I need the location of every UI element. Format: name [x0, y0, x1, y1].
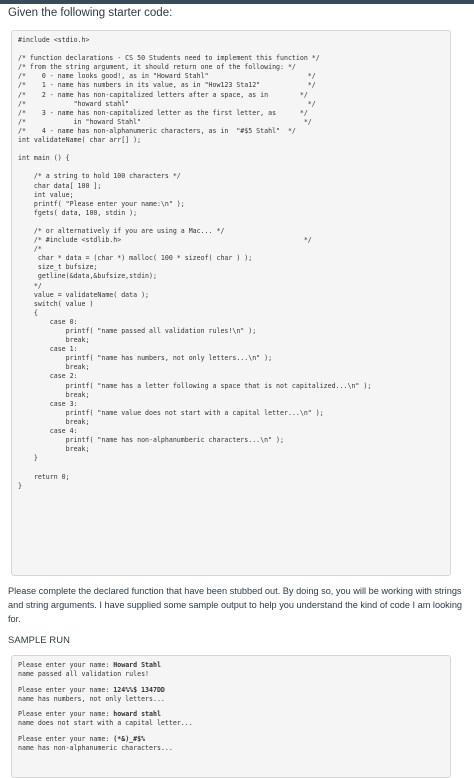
sample-run-prompt-line — [18, 686, 444, 695]
sample-output: name has numbers, not only letters... — [18, 694, 165, 703]
sample-output: name passed all validation rules! — [18, 670, 150, 679]
sample-run-prompt-line — [18, 735, 444, 744]
sample-input: Howard Stahl — [113, 661, 161, 669]
sample-output: name has non-alphanumeric characters... — [18, 744, 173, 753]
sample-prompt: Please enter your name: — [18, 661, 114, 669]
starter-code-text: #include <stdio.h> /* function declarations - CS 50 Students need to implement this function */ /* from the string argument, it should return one of the following: */ /* 0 - name looks good!, as in "Howard Stahl" */ /* 1 - name has numbers in its value, as in "How123 Sta12" */ /* 2 - name has non-capitalized letters after a space, as in */ /* "howard stahl" */ /* 3 - name has non-capitalized letter as the first letter, as */ /* in "howard Stahl" */ /* 4 - name has non-alphanumeric characters, as in "#$5 Stahl" */ int validateName( char arr[] ); int main () { /* a string to hold 100 characters */ char data[ 100 ]; int value; printf( "Please enter your name:\n" ); fgets( data, 100, stdin ); /* or alternatively if you are using a Mac... */ /* #include <stdlib.h> */ /* char * data = (char *) malloc( 100 * sizeof( char ) ); size_t bufsize; getline(&data,&bufsize,stdin); */ value = validateName( data ); switch( value ) { case 0: printf( "name passed all validation rules!\n" ); break; case 1: printf( "name has numbers, not only letters...\n" ); break; case 2: printf( "name has a letter following a space that is not capitalized...\n" ); break; case 3: printf( "name value does not start with a capital letter...\n" ); break; case 4: printf( "name has non-alphanumberic characters...\n" ); break; } return 0; } — [18, 36, 372, 490]
sample-prompt: Please enter your name: — [18, 710, 114, 719]
sample-input: 124%%$ 1347DD — [113, 685, 165, 694]
sample-prompt: Please enter your name: — [18, 685, 114, 694]
sample-run-prompt-line — [18, 661, 444, 670]
sample-run-label: SAMPLE RUN — [8, 634, 70, 645]
sample-run-block — [11, 655, 451, 778]
sample-run-text — [18, 661, 444, 753]
sample-input: (*&)_#$% — [113, 735, 146, 744]
top-bar — [0, 0, 474, 4]
sample-run-prompt-line — [18, 710, 444, 719]
sample-prompt: Please enter your name: — [18, 735, 114, 744]
instructions-paragraph: Please complete the declared function that have been stubbed out. By doing so, you will be working with strings and string arguments. I have supplied some sample output to help you understand the kind of code I am looking for. — [8, 586, 463, 624]
starter-code-block — [11, 30, 451, 576]
sample-input: howard stahl — [113, 710, 161, 719]
question-heading: Given the following starter code: — [8, 7, 173, 19]
sample-output: name does not start with a capital letter... — [18, 719, 193, 728]
